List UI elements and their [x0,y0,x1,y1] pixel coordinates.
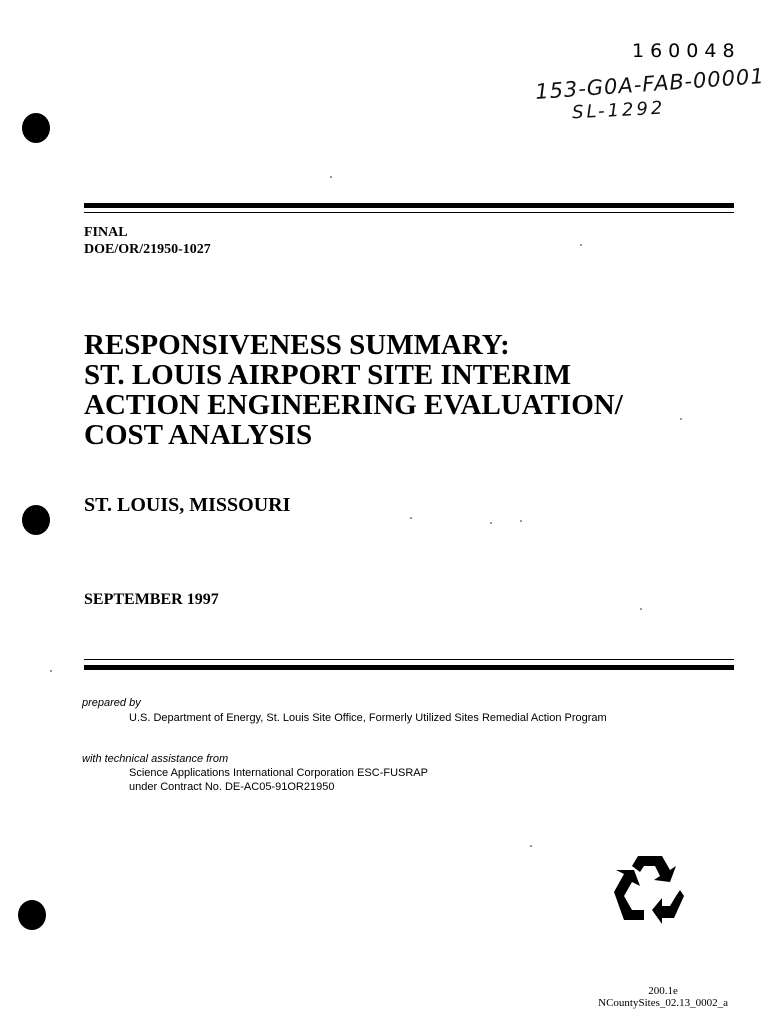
title-line2: ST. LOUIS AIRPORT SITE INTERIM [84,359,572,391]
title-line1: RESPONSIVENESS SUMMARY: [84,329,510,361]
speck [520,520,522,522]
bottom-rule-thin [84,659,734,660]
bottom-rule-thick [84,665,734,670]
prepared-by-label: prepared by [82,697,141,709]
binder-hole-bottom [18,900,46,930]
speck [580,244,582,246]
assistance-org-line2: under Contract No. DE-AC05-91OR21950 [129,781,335,793]
publication-date: SEPTEMBER 1997 [84,591,219,608]
recycle-icon [610,852,686,928]
handwritten-id-line1: 153-G0A-FAB-00001 [534,64,766,104]
binder-hole-middle [22,505,50,535]
document-number-stamp: 160048 [632,40,741,62]
speck [330,176,332,178]
footer-line2: NCountySites_02.13_0002_a [598,997,728,1009]
speck [680,418,682,420]
assistance-label: with technical assistance from [82,753,229,765]
handwritten-id-line2: SL-1292 [571,97,666,124]
header-block [84,224,211,258]
speck [50,670,52,672]
assistance-org-line1: Science Applications International Corporation ESC-FUSRAP [129,767,428,779]
title-line3: ACTION ENGINEERING EVALUATION/ [84,389,623,421]
footer-line1: 200.1e [648,985,678,997]
speck [530,845,532,847]
prepared-by-org: U.S. Department of Energy, St. Louis Site Office, Formerly Utilized Sites Remedial Action Program [129,712,607,724]
speck [410,517,412,519]
location: ST. LOUIS, MISSOURI [84,494,291,516]
status-label: FINAL [84,225,128,240]
speck [640,608,642,610]
speck [490,522,492,524]
page-title [84,330,724,450]
doc-id: DOE/OR/21950-1027 [84,242,211,257]
binder-hole-top [22,113,50,143]
top-rule-thick [84,203,734,208]
title-line4: COST ANALYSIS [84,419,313,451]
assistance-org [129,766,428,794]
top-rule-thin [84,212,734,213]
footer [598,985,728,1009]
